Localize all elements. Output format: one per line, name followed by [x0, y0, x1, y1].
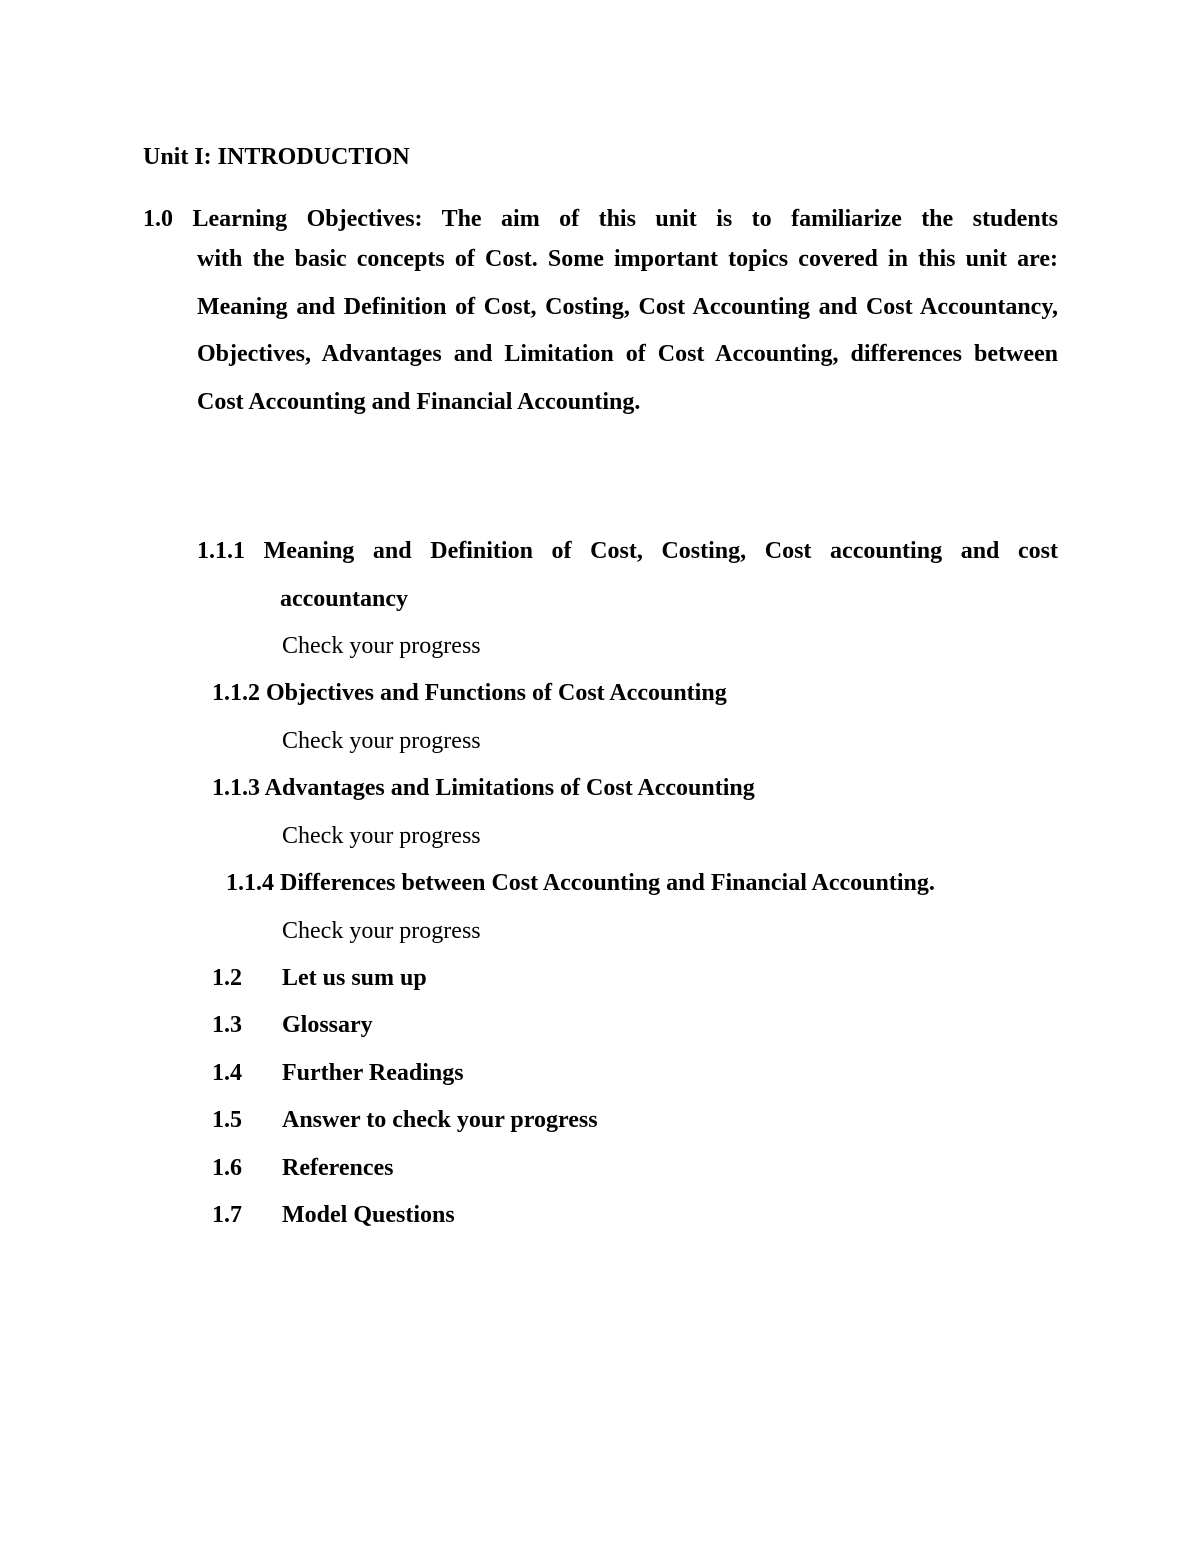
toc-item-number: 1.5: [212, 1107, 242, 1133]
objectives-body: with the basic concepts of Cost. Some important topics covered in this unit are: Meaning and Definition of Cost, Costing, Cost Accounting and Cost Accountancy, Objectives, Advantages and Limitation of Cost Accounting, differences between Cost Accounting and Financial Accounting.: [197, 246, 1058, 415]
toc-item: [212, 1106, 598, 1134]
toc-item-number: 1.7: [212, 1202, 242, 1228]
section-1-1-1-heading-cont: accountancy: [280, 586, 408, 612]
section-1-1-3-heading: 1.1.3 Advantages and Limitations of Cost Accounting: [212, 775, 755, 801]
section-1-1-2-heading: 1.1.2 Objectives and Functions of Cost Accounting: [212, 680, 727, 706]
section-1-1-4-heading: 1.1.4 Differences between Cost Accounting and Financial Accounting.: [226, 870, 935, 896]
section-1-1-1-heading: 1.1.1 Meaning and Definition of Cost, Costing, Cost accounting and cost: [197, 538, 1058, 564]
toc-item: [212, 964, 427, 992]
check-progress-1: Check your progress: [282, 633, 481, 659]
check-progress-3: Check your progress: [282, 823, 481, 849]
toc-item-label: Let us sum up: [282, 965, 427, 991]
check-progress-4: Check your progress: [282, 918, 481, 944]
toc-item-label: Model Questions: [282, 1202, 455, 1228]
learning-objectives: [143, 204, 1058, 426]
toc-item-number: 1.2: [212, 965, 242, 991]
check-progress-2: Check your progress: [282, 728, 481, 754]
toc-item-label: References: [282, 1155, 394, 1181]
toc-item: [212, 1011, 373, 1039]
objectives-first-line: 1.0 Learning Objectives: The aim of this unit is to familiarize the students: [143, 206, 1058, 232]
toc-item-label: Glossary: [282, 1012, 373, 1038]
toc-item: [212, 1201, 455, 1229]
toc-item: [212, 1059, 464, 1087]
toc-item-number: 1.4: [212, 1060, 242, 1086]
toc-item-number: 1.3: [212, 1012, 242, 1038]
unit-title: Unit I: INTRODUCTION: [143, 144, 410, 170]
toc-item: [212, 1154, 394, 1182]
toc-item-label: Further Readings: [282, 1060, 464, 1086]
toc-item-number: 1.6: [212, 1155, 242, 1181]
toc-item-label: Answer to check your progress: [282, 1107, 598, 1133]
